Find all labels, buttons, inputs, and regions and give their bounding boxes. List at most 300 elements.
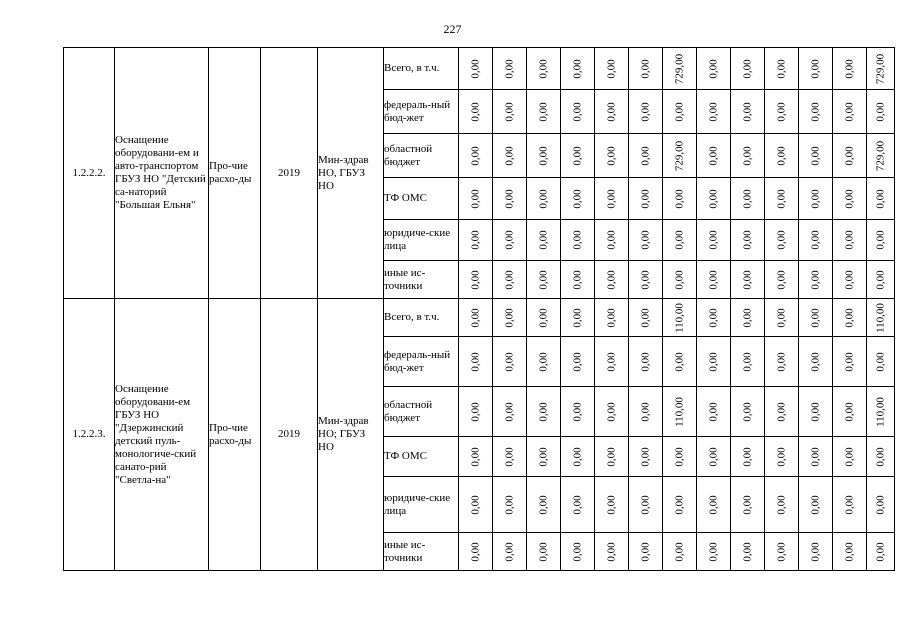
value-cell [731, 387, 765, 437]
value-cell [663, 48, 697, 90]
value-text: 0,00 [571, 230, 583, 250]
value-text: 0,00 [707, 188, 719, 209]
value-cell [731, 134, 765, 178]
value-cell [765, 48, 799, 90]
expense-category: Про-чие расхо-ды [209, 48, 261, 299]
value-cell [527, 90, 561, 134]
value-cell [731, 477, 765, 533]
value-cell [833, 134, 867, 178]
value-text: 0,00 [843, 145, 855, 166]
value-text: 0,00 [571, 269, 583, 290]
value-cell [867, 220, 895, 261]
funding-source: юридиче-ские лица [384, 220, 459, 261]
value-cell [561, 134, 595, 178]
value-cell [731, 533, 765, 571]
value-text: 0,00 [639, 145, 651, 166]
value-cell [833, 337, 867, 387]
value-text: 0,00 [874, 188, 886, 209]
value-text: 0,00 [707, 269, 719, 290]
value-cell [697, 477, 731, 533]
value-text: 729,00 [673, 140, 685, 171]
value-text: 0,00 [741, 58, 753, 79]
value-text: 0,00 [775, 401, 787, 422]
value-text: 0,00 [809, 351, 821, 372]
value-cell [459, 299, 493, 337]
value-cell [833, 261, 867, 299]
value-text: 0,00 [775, 307, 787, 328]
value-cell [697, 178, 731, 220]
value-cell [765, 299, 799, 337]
value-cell [561, 261, 595, 299]
value-cell [867, 337, 895, 387]
value-text: 0,00 [639, 188, 651, 209]
value-cell [493, 178, 527, 220]
value-text: 0,00 [571, 401, 583, 422]
value-text: 0,00 [469, 101, 481, 122]
value-cell [765, 261, 799, 299]
value-cell [663, 477, 697, 533]
value-cell [595, 220, 629, 261]
value-text: 0,00 [571, 541, 583, 562]
value-cell [697, 261, 731, 299]
value-text: 0,00 [503, 269, 515, 290]
value-text: 0,00 [874, 446, 886, 467]
value-text: 0,00 [571, 446, 583, 467]
value-cell [833, 48, 867, 90]
value-cell [561, 437, 595, 477]
value-text: 0,00 [537, 446, 549, 467]
value-text: 0,00 [605, 401, 617, 422]
value-cell [561, 477, 595, 533]
value-cell [561, 387, 595, 437]
value-cell [697, 337, 731, 387]
value-cell [799, 337, 833, 387]
value-cell [833, 220, 867, 261]
value-cell [629, 261, 663, 299]
item-name: Оснащение оборудовани-ем ГБУЗ НО "Дзержинский детский пуль-монологиче-ский санато-рий "Светла-на" [115, 299, 209, 571]
value-text: 0,00 [775, 446, 787, 467]
value-text: 0,00 [639, 494, 651, 515]
value-text: 0,00 [469, 446, 481, 467]
funding-source: областной бюджет [384, 134, 459, 178]
value-text: 0,00 [843, 541, 855, 562]
value-text: 0,00 [741, 269, 753, 290]
value-text: 0,00 [775, 494, 787, 515]
value-cell [867, 261, 895, 299]
value-text: 0,00 [741, 541, 753, 562]
funding-source: Всего, в т.ч. [384, 48, 459, 90]
value-text: 0,00 [741, 188, 753, 209]
value-cell [833, 178, 867, 220]
value-text: 0,00 [809, 446, 821, 467]
value-text: 0,00 [809, 101, 821, 122]
value-text: 0,00 [639, 351, 651, 372]
value-text: 0,00 [639, 401, 651, 422]
value-text: 0,00 [775, 351, 787, 372]
value-text: 0,00 [469, 494, 481, 515]
value-cell [697, 48, 731, 90]
value-text: 0,00 [639, 541, 651, 562]
value-text: 0,00 [741, 230, 753, 250]
value-cell [629, 178, 663, 220]
value-text: 0,00 [469, 58, 481, 79]
value-text: 0,00 [843, 188, 855, 209]
value-text: 0,00 [503, 541, 515, 562]
value-cell [595, 90, 629, 134]
value-cell [527, 337, 561, 387]
value-cell [663, 337, 697, 387]
value-text: 0,00 [605, 541, 617, 562]
value-cell [867, 477, 895, 533]
value-cell [493, 477, 527, 533]
value-text: 0,00 [503, 307, 515, 328]
value-text: 0,00 [469, 401, 481, 422]
value-cell [765, 337, 799, 387]
value-cell [629, 437, 663, 477]
value-text: 0,00 [809, 188, 821, 209]
value-text: 0,00 [605, 58, 617, 79]
value-text: 0,00 [537, 188, 549, 209]
value-text: 0,00 [605, 269, 617, 290]
value-text: 0,00 [707, 145, 719, 166]
value-text: 0,00 [537, 145, 549, 166]
value-text: 0,00 [707, 58, 719, 79]
value-cell [799, 220, 833, 261]
value-cell [697, 533, 731, 571]
value-text: 729,00 [874, 140, 886, 171]
value-cell [459, 437, 493, 477]
value-cell [493, 437, 527, 477]
value-cell [765, 134, 799, 178]
value-cell [527, 533, 561, 571]
value-text: 0,00 [605, 351, 617, 372]
value-cell [833, 477, 867, 533]
value-cell [629, 134, 663, 178]
value-text: 0,00 [537, 351, 549, 372]
value-cell [867, 90, 895, 134]
value-text: 0,00 [673, 188, 685, 209]
value-text: 0,00 [537, 494, 549, 515]
value-cell [595, 299, 629, 337]
value-text: 0,00 [707, 446, 719, 467]
value-text: 0,00 [874, 101, 886, 122]
value-text: 0,00 [775, 230, 787, 250]
value-text: 0,00 [469, 351, 481, 372]
value-text: 0,00 [503, 446, 515, 467]
value-text: 0,00 [571, 188, 583, 209]
item-year: 2019 [261, 299, 318, 571]
value-cell [663, 134, 697, 178]
value-cell [867, 48, 895, 90]
value-text: 0,00 [537, 307, 549, 328]
value-text: 0,00 [809, 230, 821, 250]
value-text: 0,00 [874, 230, 886, 250]
value-cell [629, 299, 663, 337]
value-cell [663, 220, 697, 261]
value-cell [663, 178, 697, 220]
funding-source: иные ис-точники [384, 261, 459, 299]
value-cell [595, 477, 629, 533]
value-text: 0,00 [809, 494, 821, 515]
value-cell [867, 387, 895, 437]
value-cell [595, 178, 629, 220]
value-text: 0,00 [775, 188, 787, 209]
value-cell [561, 299, 595, 337]
value-cell [867, 134, 895, 178]
value-text: 0,00 [707, 494, 719, 515]
value-text: 0,00 [809, 307, 821, 328]
item-year: 2019 [261, 48, 318, 299]
value-cell [493, 337, 527, 387]
value-cell [595, 533, 629, 571]
value-cell [629, 337, 663, 387]
value-text: 0,00 [673, 541, 685, 562]
value-text: 0,00 [503, 494, 515, 515]
value-cell [731, 337, 765, 387]
value-cell [765, 220, 799, 261]
value-text: 0,00 [673, 230, 685, 250]
value-text: 0,00 [571, 145, 583, 166]
value-text: 0,00 [673, 494, 685, 515]
value-text: 0,00 [809, 401, 821, 422]
expense-category: Про-чие расхо-ды [209, 299, 261, 571]
value-cell [799, 48, 833, 90]
value-text: 0,00 [741, 307, 753, 328]
value-cell [493, 220, 527, 261]
value-text: 0,00 [571, 494, 583, 515]
value-text: 0,00 [639, 58, 651, 79]
value-text: 0,00 [537, 101, 549, 122]
value-cell [527, 299, 561, 337]
value-text: 0,00 [469, 307, 481, 328]
value-text: 0,00 [639, 101, 651, 122]
page-number: 227 [443, 22, 462, 36]
value-text: 0,00 [639, 307, 651, 328]
value-cell [527, 220, 561, 261]
value-text: 0,00 [639, 230, 651, 250]
value-cell [697, 90, 731, 134]
value-cell [833, 387, 867, 437]
value-text: 0,00 [503, 58, 515, 79]
value-text: 0,00 [809, 541, 821, 562]
value-text: 0,00 [741, 401, 753, 422]
value-text: 0,00 [537, 541, 549, 562]
value-cell [799, 437, 833, 477]
value-text: 0,00 [639, 446, 651, 467]
value-cell [459, 387, 493, 437]
value-text: 0,00 [503, 188, 515, 209]
value-cell [697, 437, 731, 477]
value-text: 0,00 [707, 541, 719, 562]
value-cell [697, 299, 731, 337]
item-name: Оснащение оборудовани-ем и авто-транспортом ГБУЗ НО "Детский са-наторий "Большая Ельня" [115, 48, 209, 299]
value-cell [697, 134, 731, 178]
value-cell [459, 134, 493, 178]
value-text: 0,00 [843, 269, 855, 290]
value-cell [561, 90, 595, 134]
value-cell [561, 48, 595, 90]
funding-source: юридиче-ские лица [384, 477, 459, 533]
value-cell [493, 134, 527, 178]
value-cell [799, 387, 833, 437]
budget-table [63, 47, 895, 571]
value-text: 0,00 [775, 145, 787, 166]
value-text: 0,00 [503, 230, 515, 250]
value-cell [799, 477, 833, 533]
value-text: 0,00 [809, 145, 821, 166]
value-cell [561, 220, 595, 261]
value-cell [595, 48, 629, 90]
value-cell [527, 134, 561, 178]
funding-source: областной бюджет [384, 387, 459, 437]
value-cell [867, 178, 895, 220]
value-text: 0,00 [874, 494, 886, 515]
value-cell [459, 178, 493, 220]
value-cell [731, 437, 765, 477]
value-cell [697, 220, 731, 261]
item-code: 1.2.2.2. [64, 48, 115, 299]
value-cell [459, 90, 493, 134]
value-cell [595, 387, 629, 437]
value-text: 110,00 [673, 302, 685, 333]
value-text: 0,00 [537, 269, 549, 290]
value-text: 0,00 [537, 58, 549, 79]
value-text: 0,00 [605, 307, 617, 328]
value-cell [629, 533, 663, 571]
value-cell [731, 48, 765, 90]
value-cell [629, 48, 663, 90]
value-cell [459, 220, 493, 261]
value-cell [561, 178, 595, 220]
item-executor: Мин-здрав НО; ГБУЗ НО [318, 299, 384, 571]
value-cell [595, 437, 629, 477]
value-text: 0,00 [741, 351, 753, 372]
value-text: 0,00 [469, 269, 481, 290]
value-text: 0,00 [571, 351, 583, 372]
value-text: 0,00 [809, 58, 821, 79]
value-cell [493, 299, 527, 337]
value-cell [595, 134, 629, 178]
value-text: 0,00 [707, 351, 719, 372]
value-text: 0,00 [843, 494, 855, 515]
funding-source: ТФ ОМС [384, 437, 459, 477]
value-text: 0,00 [874, 269, 886, 290]
table-row [64, 48, 895, 90]
value-text: 0,00 [503, 401, 515, 422]
value-text: 0,00 [775, 101, 787, 122]
value-cell [833, 90, 867, 134]
value-cell [731, 220, 765, 261]
value-text: 0,00 [843, 58, 855, 79]
value-text: 0,00 [503, 351, 515, 372]
funding-source: иные ис-точники [384, 533, 459, 571]
value-cell [765, 477, 799, 533]
value-text: 0,00 [874, 541, 886, 562]
value-cell [663, 90, 697, 134]
value-text: 729,00 [874, 53, 886, 84]
value-cell [833, 437, 867, 477]
value-text: 0,00 [707, 230, 719, 250]
funding-source: федераль-ный бюд-жет [384, 337, 459, 387]
value-cell [867, 437, 895, 477]
value-text: 729,00 [673, 53, 685, 84]
value-cell [697, 387, 731, 437]
value-text: 0,00 [843, 401, 855, 422]
value-cell [527, 437, 561, 477]
item-executor: Мин-здрав НО, ГБУЗ НО [318, 48, 384, 299]
value-text: 0,00 [843, 101, 855, 122]
value-cell [663, 261, 697, 299]
value-text: 0,00 [673, 446, 685, 467]
value-text: 0,00 [639, 269, 651, 290]
value-cell [629, 477, 663, 533]
value-text: 0,00 [707, 307, 719, 328]
value-text: 0,00 [741, 101, 753, 122]
value-cell [561, 533, 595, 571]
value-text: 0,00 [707, 401, 719, 422]
value-cell [493, 48, 527, 90]
value-cell [663, 533, 697, 571]
value-text: 0,00 [571, 101, 583, 122]
value-cell [799, 261, 833, 299]
value-cell [629, 220, 663, 261]
value-cell [459, 261, 493, 299]
value-cell [799, 533, 833, 571]
value-cell [799, 134, 833, 178]
value-text: 110,00 [673, 396, 685, 427]
value-text: 0,00 [469, 230, 481, 250]
value-text: 0,00 [843, 230, 855, 250]
value-cell [731, 178, 765, 220]
value-text: 0,00 [571, 58, 583, 79]
value-cell [799, 90, 833, 134]
value-cell [561, 337, 595, 387]
value-cell [459, 477, 493, 533]
value-text: 0,00 [469, 541, 481, 562]
item-code: 1.2.2.3. [64, 299, 115, 571]
value-cell [663, 437, 697, 477]
value-cell [765, 387, 799, 437]
funding-source: Всего, в т.ч. [384, 299, 459, 337]
value-text: 110,00 [874, 396, 886, 427]
value-text: 0,00 [537, 401, 549, 422]
value-cell [459, 533, 493, 571]
value-text: 0,00 [605, 446, 617, 467]
value-text: 0,00 [503, 145, 515, 166]
value-cell [663, 387, 697, 437]
value-text: 0,00 [503, 101, 515, 122]
value-text: 0,00 [775, 541, 787, 562]
table-row [64, 299, 895, 337]
value-cell [459, 48, 493, 90]
value-cell [867, 299, 895, 337]
value-cell [663, 299, 697, 337]
value-text: 0,00 [605, 188, 617, 209]
value-cell [527, 178, 561, 220]
value-text: 0,00 [605, 494, 617, 515]
table-body [64, 48, 895, 571]
value-cell [765, 437, 799, 477]
value-text: 0,00 [707, 101, 719, 122]
value-cell [799, 178, 833, 220]
value-cell [867, 533, 895, 571]
value-text: 0,00 [673, 101, 685, 122]
value-cell [493, 90, 527, 134]
value-text: 0,00 [874, 351, 886, 372]
funding-source: ТФ ОМС [384, 178, 459, 220]
value-cell [765, 178, 799, 220]
value-text: 0,00 [741, 494, 753, 515]
